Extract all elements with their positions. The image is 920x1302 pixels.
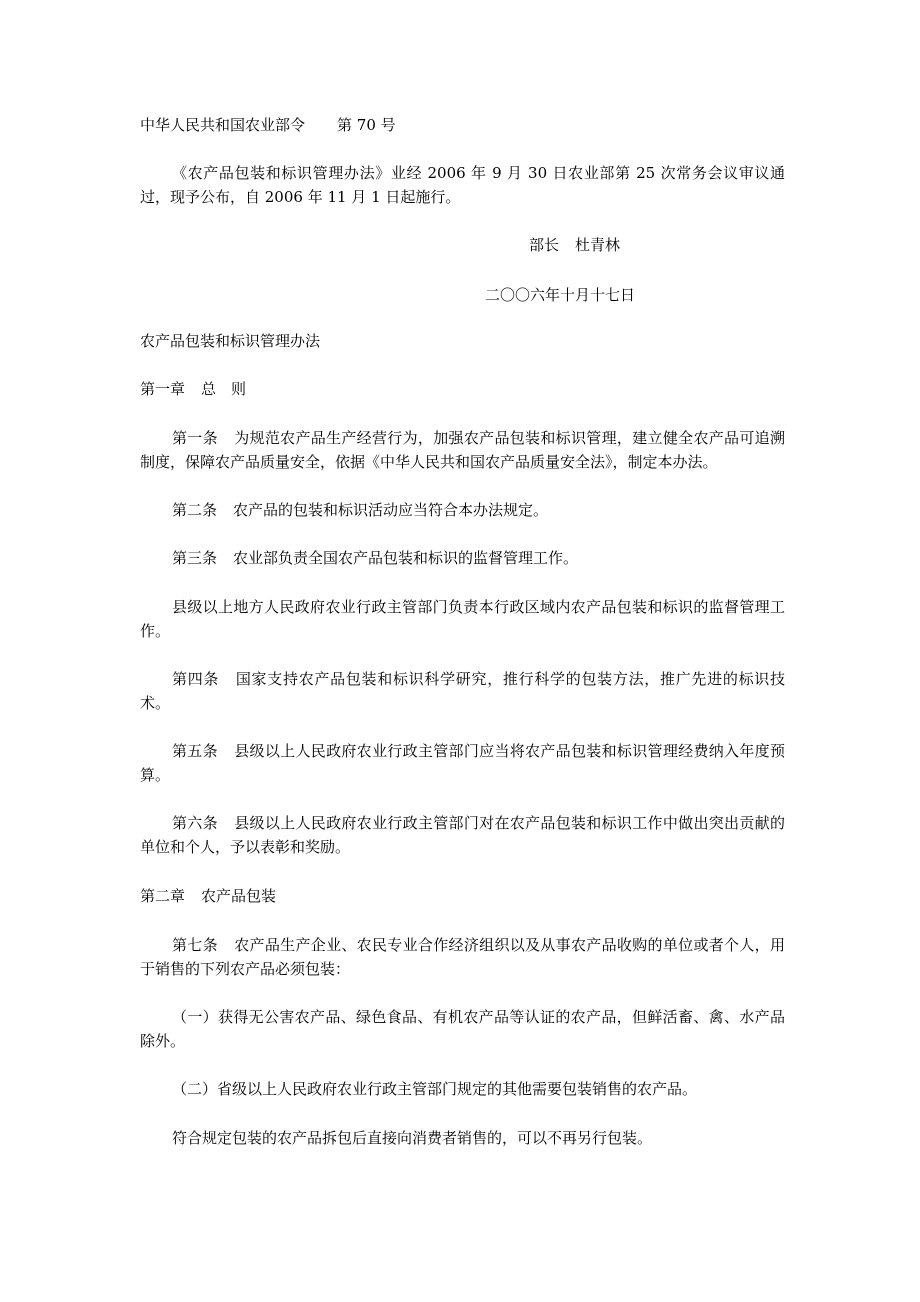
- announcement: 《农产品包装和标识管理办法》业经 2006 年 9 月 30 日农业部第 25 次常务会议审议通过，现予公布，自 2006 年 11 月 1 日起施行。: [140, 164, 785, 206]
- article-7-item-1: （一）获得无公害农产品、绿色食品、有机农产品等认证的农产品，但鲜活畜、禽、水产品除外。: [140, 1008, 785, 1050]
- article-4-text: 国家支持农产品包装和标识科学研究，推行科学的包装方法，推广先进的标识技术。: [140, 670, 785, 712]
- article-6: [140, 811, 785, 859]
- decree-number: 第 70 号: [337, 116, 396, 134]
- article-5-number: 第五条: [172, 742, 218, 760]
- article-1: [140, 426, 785, 474]
- article-6-text: 县级以上人民政府农业行政主管部门对在农产品包装和标识工作中做出突出贡献的单位和个人，予以表彰和奖励。: [140, 814, 785, 856]
- article-3-number: 第三条: [172, 549, 218, 567]
- chapter-1-heading: [140, 377, 246, 401]
- article-7-text: 农产品生产企业、农民专业合作经济组织以及从事农产品收购的单位或者个人，用于销售的下列农产品必须包装：: [140, 936, 785, 978]
- article-3: [140, 546, 785, 570]
- article-5-text: 县级以上人民政府农业行政主管部门应当将农产品包装和标识管理经费纳入年度预算。: [140, 742, 785, 784]
- article-3-text: 农业部负责全国农产品包装和标识的监督管理工作。: [233, 549, 579, 567]
- signer-name: 杜青林: [575, 236, 621, 254]
- article-3-paragraph-2: 县级以上地方人民政府农业行政主管部门负责本行政区域内农产品包装和标识的监督管理工作。: [140, 598, 785, 640]
- article-1-number: 第一条: [172, 429, 218, 447]
- chapter-2-name: 农产品包装: [201, 887, 277, 905]
- article-2-number: 第二条: [172, 501, 218, 519]
- decree-header: [140, 113, 396, 137]
- article-2-text: 农产品的包装和标识活动应当符合本办法规定。: [233, 501, 549, 519]
- signer-title: 部长: [529, 236, 560, 254]
- chapter-1-number: 第一章: [140, 380, 186, 398]
- signature-line: [529, 233, 620, 257]
- signature-date: 二〇〇六年十月十七日: [485, 286, 636, 304]
- article-5: [140, 739, 785, 787]
- article-2: [140, 498, 785, 522]
- article-4: [140, 667, 785, 715]
- article-7: [140, 933, 785, 981]
- chapter-2-heading: [140, 884, 276, 908]
- article-7-item-2: （二）省级以上人民政府农业行政主管部门规定的其他需要包装销售的农产品。: [172, 1080, 698, 1098]
- article-7-number: 第七条: [172, 936, 218, 954]
- document-title: 农产品包装和标识管理办法: [140, 332, 321, 350]
- article-1-text: 为规范农产品生产经营行为，加强农产品包装和标识管理，建立健全农产品可追溯制度，保障农产品质量安全，依据《中华人民共和国农产品质量安全法》，制定本办法。: [140, 429, 785, 471]
- article-7-paragraph-2: 符合规定包装的农产品拆包后直接向消费者销售的，可以不再另行包装。: [172, 1129, 653, 1147]
- decree-org: 中华人民共和国农业部令: [140, 116, 306, 134]
- chapter-1-name: 总 则: [201, 380, 247, 398]
- article-6-number: 第六条: [172, 814, 218, 832]
- chapter-2-number: 第二章: [140, 887, 186, 905]
- article-4-number: 第四条: [172, 670, 220, 688]
